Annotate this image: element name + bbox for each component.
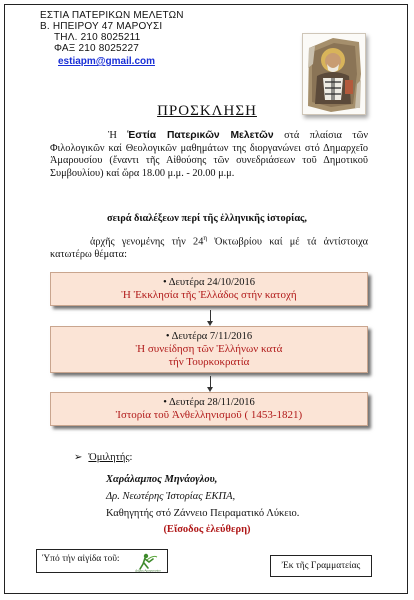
- auspices-text: Ὑπό τήν αἰγίδα τοῦ:: [42, 554, 120, 564]
- secretariat-text: Ἐκ τῆς Γραμματείας: [281, 561, 361, 571]
- intro-paragraph: Ἡ Ἑστία Πατερικῶν Μελετῶν στά πλαίσια τῶν Φιλολογικῶν καί Θεολογικῶν μαθημάτων της διοργανώνει στό Δημαρχεῖο Ἀμαρουσίου (ἔναντι τῆς Αἰθούσης τῶν συνεδριάσεων τοῦ Δημοτικοῦ Συμβουλίου) καί ὥρα 18.00 μ.μ. - 20.00 μ.μ.: [50, 130, 368, 179]
- org-name: ΕΣΤΙΑ ΠΑΤΕΡΙΚΩΝ ΜΕΛΕΤΩΝ: [40, 10, 184, 21]
- lecture-date: • Δευτέρα 24/10/2016: [163, 277, 255, 288]
- start-paragraph: ἀρχῆς γενομένης τήν $24^\eta$ Ὀκτωβρίου καί μέ τά ἀντίστοιχα κατωτέρω θέματα:: [50, 234, 368, 260]
- phone: ΤΗΛ. 210 8025211: [54, 32, 141, 43]
- fax: ΦΑΞ 210 8025227: [54, 43, 140, 54]
- lecture-box-3: [50, 392, 368, 426]
- arrow-bullet-icon: ➢: [74, 452, 83, 463]
- series-heading: σειρά διαλέξεων περί τῆς ἑλληνικῆς ἱστορίας,: [107, 213, 307, 224]
- free-entry-note: (Εἴσοδος ἐλεύθερη): [163, 524, 251, 535]
- email-link[interactable]: estiapm@gmail.com: [58, 56, 156, 67]
- lecture-topic-cont: τήν Τουρκοκρατία: [168, 356, 250, 368]
- lecture-date: • Δευτέρα 28/11/2016: [163, 397, 255, 408]
- municipality-logo-icon: [131, 551, 165, 572]
- secretariat-box: [270, 555, 372, 577]
- saint-icon: [303, 34, 365, 114]
- lecture-box-1: [50, 272, 368, 306]
- auspices-box: [36, 549, 168, 573]
- speaker-name: Χαράλαμπος Μηνάογλου,: [106, 474, 218, 485]
- speaker-label: ➢ Ὁμιλητής:: [74, 452, 133, 463]
- down-arrow-icon: [210, 376, 211, 390]
- org-highlight: Ἑστία Πατερικῶν Μελετῶν: [127, 130, 274, 141]
- speaker-info: [106, 471, 406, 522]
- logo-caption: Δήμος Αμαρουσίου: [135, 568, 161, 572]
- lecture-topic: Ἡ συνείδηση τῶν Ἑλλήνων κατά: [135, 343, 283, 355]
- speaker-position: Καθηγητής στό Ζάννειο Πειραματικό Λύκειο.: [106, 508, 300, 519]
- header-block: [40, 10, 240, 67]
- lecture-box-2: [50, 326, 368, 373]
- lecture-topic: Ἡ Ἐκκλησία τῆς Ἑλλάδος στήν κατοχή: [121, 289, 297, 301]
- down-arrow-icon: [210, 310, 211, 324]
- lecture-date: • Δευτέρα 7/11/2016: [165, 331, 253, 342]
- address: Β. ΗΠΕΙΡΟΥ 47 ΜΑΡΟΥΣΙ: [40, 21, 163, 32]
- speaker-degree: Δρ. Νεωτέρης Ἱστορίας ΕΚΠΑ,: [106, 491, 236, 502]
- lecture-topic: Ἱστορία τοῦ Ἀνθελληνισμοῦ ( 1453-1821): [115, 409, 303, 421]
- page-title: ΠΡΟΣΚΛΗΣΗ: [157, 103, 257, 119]
